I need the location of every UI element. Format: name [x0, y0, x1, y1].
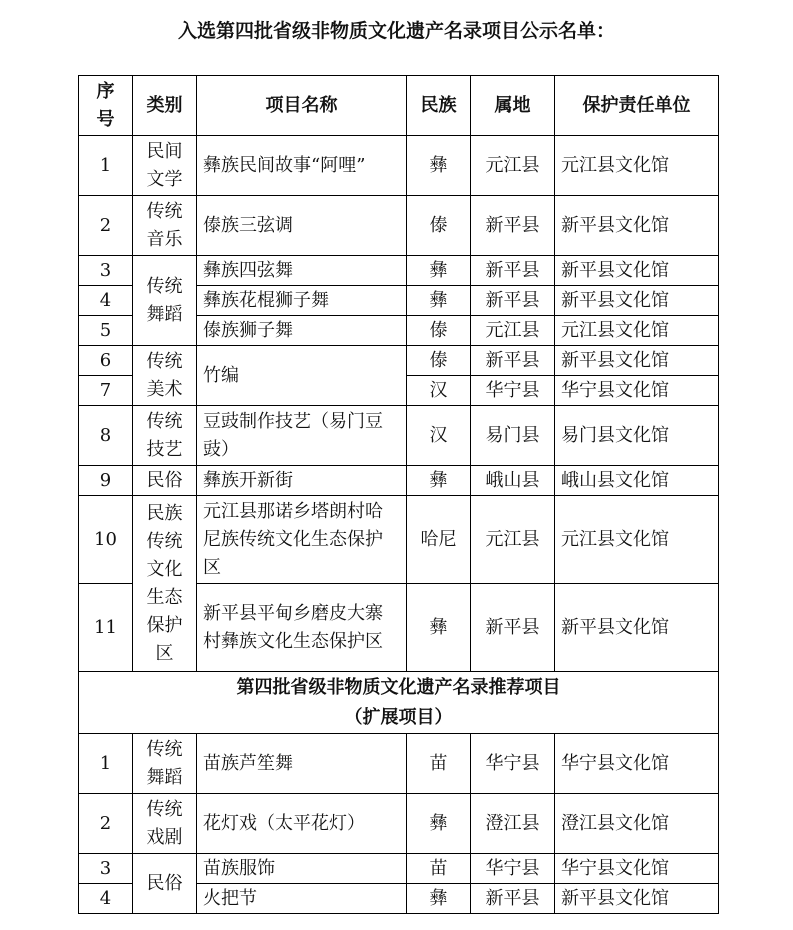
ethnicity-cell: 傣	[407, 196, 471, 256]
unit-cell: 元江县文化馆	[555, 316, 719, 346]
location-cell: 新平县	[471, 584, 555, 672]
ethnicity-cell: 傣	[407, 316, 471, 346]
seq-cell: 2	[79, 794, 133, 854]
table-header-row	[79, 76, 719, 136]
location-cell: 易门县	[471, 406, 555, 466]
seq-cell: 7	[79, 376, 133, 406]
ethnicity-cell: 彝	[407, 794, 471, 854]
unit-cell: 澄江县文化馆	[555, 794, 719, 854]
name-cell: 彝族花棍狮子舞	[197, 286, 407, 316]
seq-cell: 11	[79, 584, 133, 672]
seq-cell: 4	[79, 884, 133, 914]
header-seq: 序号	[79, 76, 133, 136]
location-cell: 澄江县	[471, 794, 555, 854]
ethnicity-cell: 彝	[407, 256, 471, 286]
category-cell: 民族传统文化生态保护区	[133, 496, 197, 672]
location-cell: 新平县	[471, 286, 555, 316]
location-cell: 峨山县	[471, 466, 555, 496]
seq-cell: 10	[79, 496, 133, 584]
header-category: 类别	[133, 76, 197, 136]
header-ethnicity: 民族	[407, 76, 471, 136]
section-heading-row	[79, 672, 719, 734]
ethnicity-cell: 彝	[407, 286, 471, 316]
header-unit: 保护责任单位	[555, 76, 719, 136]
name-cell: 彝族开新街	[197, 466, 407, 496]
seq-cell: 8	[79, 406, 133, 466]
name-cell: 苗族芦笙舞	[197, 734, 407, 794]
name-cell: 彝族民间故事“阿哩”	[197, 136, 407, 196]
table-row	[79, 734, 719, 794]
category-cell: 传统戏剧	[133, 794, 197, 854]
unit-cell: 元江县文化馆	[555, 136, 719, 196]
unit-cell: 新平县文化馆	[555, 286, 719, 316]
name-cell: 傣族三弦调	[197, 196, 407, 256]
location-cell: 华宁县	[471, 854, 555, 884]
seq-cell: 1	[79, 136, 133, 196]
location-cell: 新平县	[471, 196, 555, 256]
table-row	[79, 496, 719, 584]
category-cell: 传统美术	[133, 346, 197, 406]
unit-cell: 易门县文化馆	[555, 406, 719, 466]
seq-cell: 3	[79, 854, 133, 884]
unit-cell: 新平县文化馆	[555, 584, 719, 672]
page-title: 入选第四批省级非物质文化遗产名录项目公示名单：	[177, 20, 615, 42]
ethnicity-cell: 彝	[407, 884, 471, 914]
category-cell: 民俗	[133, 466, 197, 496]
section-heading	[79, 672, 719, 734]
location-cell: 华宁县	[471, 376, 555, 406]
location-cell: 元江县	[471, 496, 555, 584]
table-row	[79, 256, 719, 286]
ethnicity-cell: 苗	[407, 854, 471, 884]
category-cell: 民间文学	[133, 136, 197, 196]
ethnicity-cell: 哈尼	[407, 496, 471, 584]
table-row	[79, 136, 719, 196]
name-cell: 竹编	[197, 346, 407, 406]
location-cell: 新平县	[471, 346, 555, 376]
name-cell: 花灯戏（太平花灯）	[197, 794, 407, 854]
ethnicity-cell: 汉	[407, 406, 471, 466]
category-cell: 传统舞蹈	[133, 734, 197, 794]
ethnicity-cell: 汉	[407, 376, 471, 406]
ethnicity-cell: 彝	[407, 466, 471, 496]
unit-cell: 华宁县文化馆	[555, 376, 719, 406]
name-cell: 傣族狮子舞	[197, 316, 407, 346]
seq-cell: 1	[79, 734, 133, 794]
ethnicity-cell: 傣	[407, 346, 471, 376]
ethnicity-cell: 彝	[407, 584, 471, 672]
location-cell: 元江县	[471, 136, 555, 196]
seq-cell: 5	[79, 316, 133, 346]
name-cell: 新平县平甸乡磨皮大寨村彝族文化生态保护区	[197, 584, 407, 672]
location-cell: 新平县	[471, 884, 555, 914]
unit-cell: 新平县文化馆	[555, 884, 719, 914]
table-row	[79, 406, 719, 466]
unit-cell: 华宁县文化馆	[555, 734, 719, 794]
unit-cell: 峨山县文化馆	[555, 466, 719, 496]
table-row	[79, 196, 719, 256]
table-row	[79, 854, 719, 884]
section-heading-line2: （扩展项目）	[344, 706, 453, 728]
name-cell: 苗族服饰	[197, 854, 407, 884]
heritage-list-table	[78, 75, 719, 914]
unit-cell: 华宁县文化馆	[555, 854, 719, 884]
section-heading-line1: 第四批省级非物质文化遗产名录推荐项目	[236, 676, 561, 698]
unit-cell: 新平县文化馆	[555, 346, 719, 376]
location-cell: 元江县	[471, 316, 555, 346]
header-location: 属地	[471, 76, 555, 136]
ethnicity-cell: 苗	[407, 734, 471, 794]
location-cell: 华宁县	[471, 734, 555, 794]
seq-cell: 9	[79, 466, 133, 496]
category-cell: 传统音乐	[133, 196, 197, 256]
ethnicity-cell: 彝	[407, 136, 471, 196]
seq-cell: 4	[79, 286, 133, 316]
table-row	[79, 794, 719, 854]
name-cell: 元江县那诺乡塔朗村哈尼族传统文化生态保护区	[197, 496, 407, 584]
name-cell: 豆豉制作技艺（易门豆豉）	[197, 406, 407, 466]
name-cell: 火把节	[197, 884, 407, 914]
table-row	[79, 466, 719, 496]
unit-cell: 元江县文化馆	[555, 496, 719, 584]
seq-cell: 2	[79, 196, 133, 256]
seq-cell: 3	[79, 256, 133, 286]
unit-cell: 新平县文化馆	[555, 256, 719, 286]
header-name: 项目名称	[197, 76, 407, 136]
category-cell: 传统舞蹈	[133, 256, 197, 346]
location-cell: 新平县	[471, 256, 555, 286]
category-cell: 传统技艺	[133, 406, 197, 466]
table-row	[79, 346, 719, 376]
category-cell: 民俗	[133, 854, 197, 914]
unit-cell: 新平县文化馆	[555, 196, 719, 256]
name-cell: 彝族四弦舞	[197, 256, 407, 286]
seq-cell: 6	[79, 346, 133, 376]
